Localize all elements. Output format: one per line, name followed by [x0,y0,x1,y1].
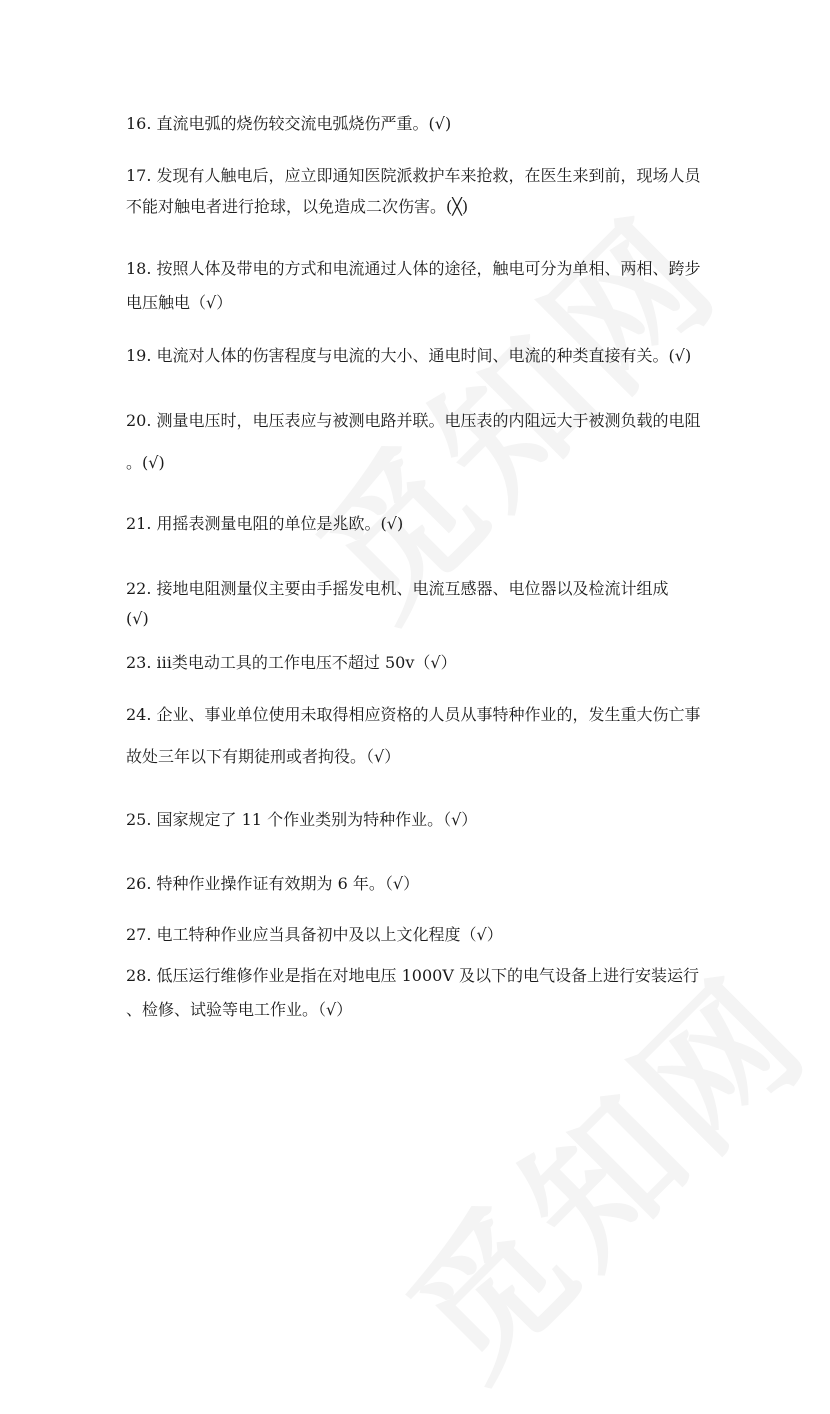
question-23-line-1: 23. iii类电动工具的工作电压不超过 50v（√） [126,653,457,672]
question-22-line-1: 22. 接地电阻测量仪主要由手摇发电机、电流互感器、电位器以及检流计组成 [126,579,669,598]
question-26-line-1: 26. 特种作业操作证有效期为 6 年。（√） [126,874,420,893]
question-17-line-1: 17. 发现有人触电后，应立即通知医院派救护车来抢救，在医生来到前，现场人员 [126,166,701,185]
question-20-line-1: 20. 测量电压时，电压表应与被测电路并联。电压表的内阻远大于被测负载的电阻 [126,411,701,430]
question-20-line-2: 。(√) [126,453,165,472]
question-19-line-1: 19. 电流对人体的伤害程度与电流的大小、通电时间、电流的种类直接有关。(√) [126,346,692,365]
question-24-line-2: 故处三年以下有期徒刑或者拘役。（√） [126,747,401,766]
question-21-line-1: 21. 用摇表测量电阻的单位是兆欧。(√) [126,514,404,533]
question-28-line-1: 28. 低压运行维修作业是指在对地电压 1000V 及以下的电气设备上进行安装运行 [126,966,699,985]
question-27-line-1: 27. 电工特种作业应当具备初中及以上文化程度（√） [126,925,503,944]
watermark [354,922,830,1414]
question-18-line-2: 电压触电（√） [126,293,233,312]
question-22-line-2: (√) [126,609,149,628]
question-17-line-2: 不能对触电者进行抢球，以免造成二次伤害。(╳) [126,197,469,216]
question-28-line-2: 、检修、试验等电工作业。（√） [126,1000,353,1019]
question-25-line-1: 25. 国家规定了 11 个作业类别为特种作业。（√） [126,810,478,829]
question-16-line-1: 16. 直流电弧的烧伤较交流电弧烧伤严重。(√) [126,114,452,133]
question-24-line-1: 24. 企业、事业单位使用未取得相应资格的人员从事特种作业的，发生重大伤亡事 [126,705,701,724]
question-18-line-1: 18. 按照人体及带电的方式和电流通过人体的途径，触电可分为单相、两相、跨步 [126,259,701,278]
